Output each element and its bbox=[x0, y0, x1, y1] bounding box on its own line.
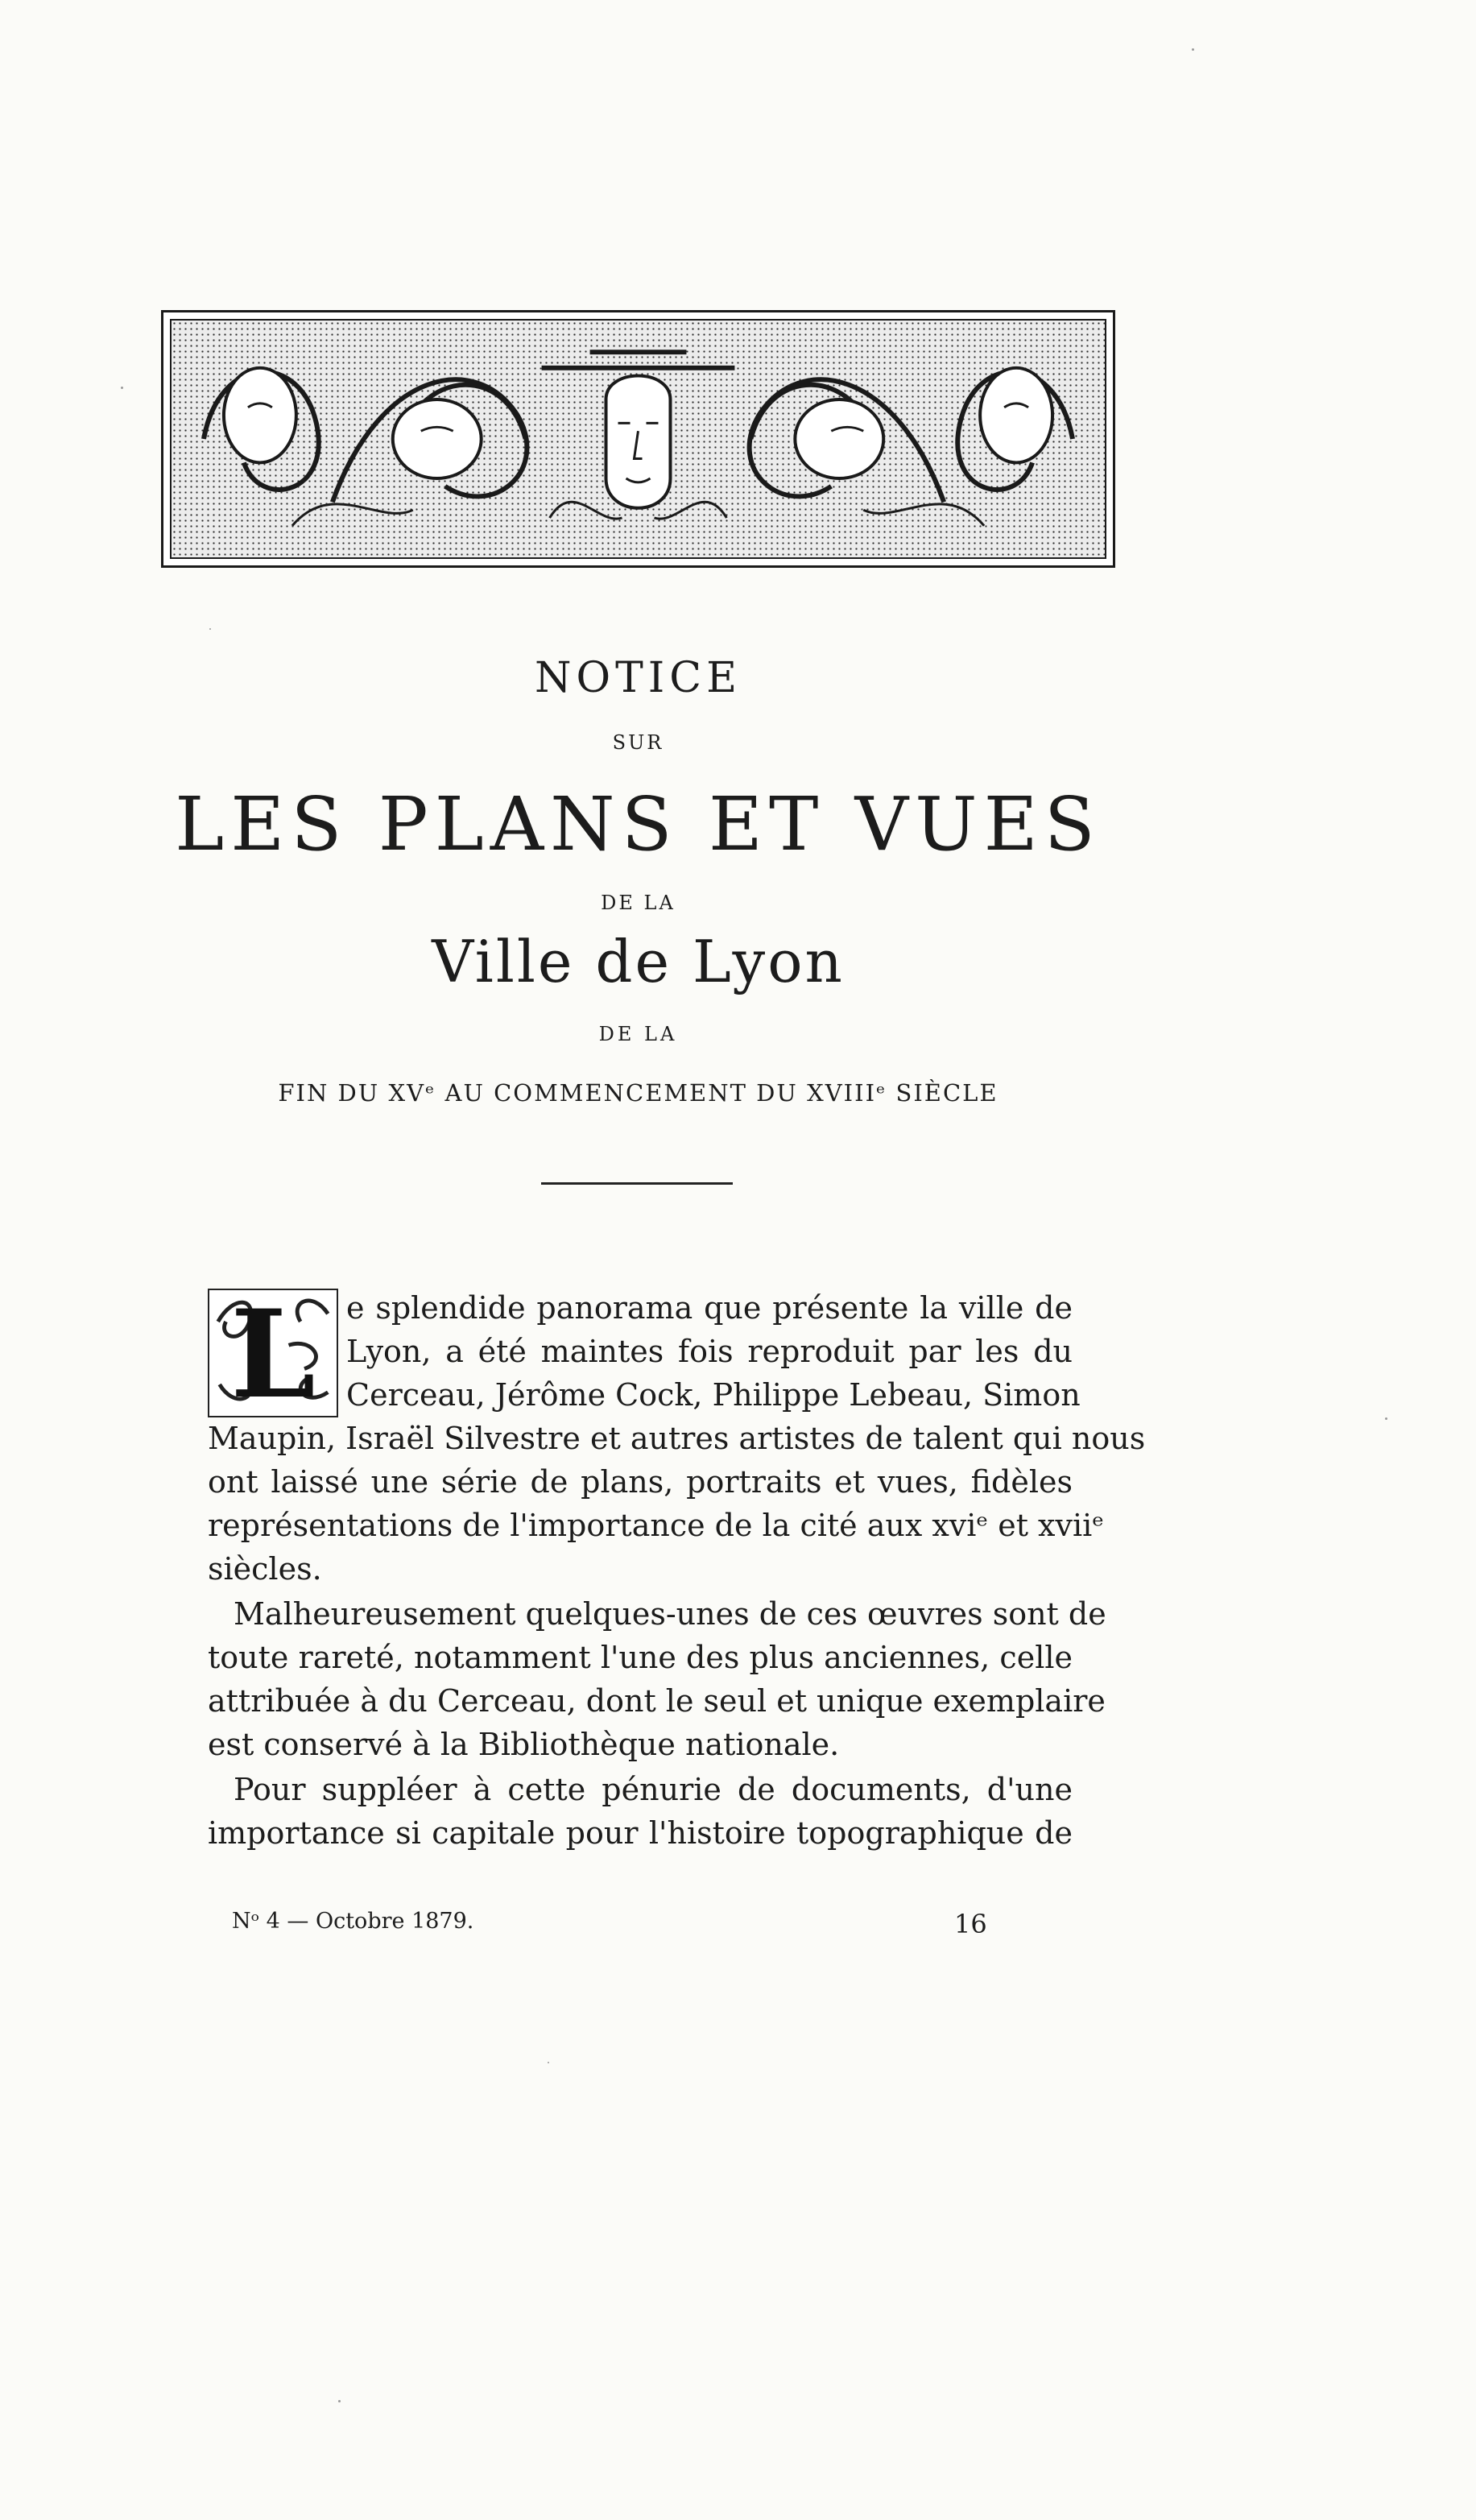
title-period: FIN DU XVᵉ AU COMMENCEMENT DU XVIIIᵉ SIÈCLE bbox=[278, 1079, 998, 1107]
headpiece-scrollwork bbox=[172, 321, 1105, 557]
headpiece-engraving bbox=[170, 319, 1106, 559]
title-ville-de-lyon: Ville de Lyon bbox=[432, 928, 845, 995]
body-line: attribuée à du Cerceau, dont le seul et unique exemplaire bbox=[208, 1683, 1106, 1719]
title-de-la-2: DE LA bbox=[598, 1023, 678, 1045]
section-rule bbox=[541, 1182, 733, 1185]
page-number: 16 bbox=[954, 1909, 987, 1939]
paper-speck bbox=[1385, 1417, 1387, 1420]
body-line: Lyon, a été maintes fois reproduit par les du bbox=[346, 1334, 1073, 1369]
footer-issue: Nᵒ 4 — Octobre 1879. bbox=[232, 1909, 474, 1934]
body-line: représentations de l'importance de la cité aux xviᵉ et xviiᵉ bbox=[208, 1508, 1104, 1543]
drop-cap-letter: L bbox=[230, 1289, 316, 1417]
title-de-la: DE LA bbox=[601, 892, 676, 914]
paper-speck bbox=[209, 628, 211, 630]
body-line: toute rareté, notamment l'une des plus anciennes, celle bbox=[208, 1640, 1073, 1675]
paper-speck bbox=[338, 2400, 341, 2402]
title-notice: NOTICE bbox=[534, 654, 742, 702]
body-line: Cerceau, Jérôme Cock, Philippe Lebeau, Simon bbox=[346, 1377, 1081, 1413]
body-line: Malheureusement quelques-unes de ces œuvres sont de bbox=[234, 1596, 1106, 1632]
drop-cap bbox=[208, 1289, 338, 1417]
paper-speck bbox=[121, 387, 123, 389]
body-line: est conservé à la Bibliothèque nationale. bbox=[208, 1727, 840, 1762]
paper-speck bbox=[548, 2062, 549, 2063]
title-sur: SUR bbox=[612, 731, 664, 754]
body-line: Maupin, Israël Silvestre et autres artistes de talent qui nous bbox=[208, 1421, 1146, 1456]
title-main: LES PLANS ET VUES bbox=[175, 781, 1102, 867]
paper-speck bbox=[1192, 48, 1194, 51]
body-line: ont laissé une série de plans, portraits et vues, fidèles bbox=[208, 1464, 1073, 1500]
body-line: siècles. bbox=[208, 1551, 322, 1587]
body-line: Pour suppléer à cette pénurie de documents, d'une bbox=[234, 1772, 1073, 1807]
body-line: importance si capitale pour l'histoire topographique de bbox=[208, 1815, 1073, 1851]
body-line: e splendide panorama que présente la ville de bbox=[346, 1290, 1073, 1326]
ornamental-headpiece bbox=[161, 310, 1115, 568]
